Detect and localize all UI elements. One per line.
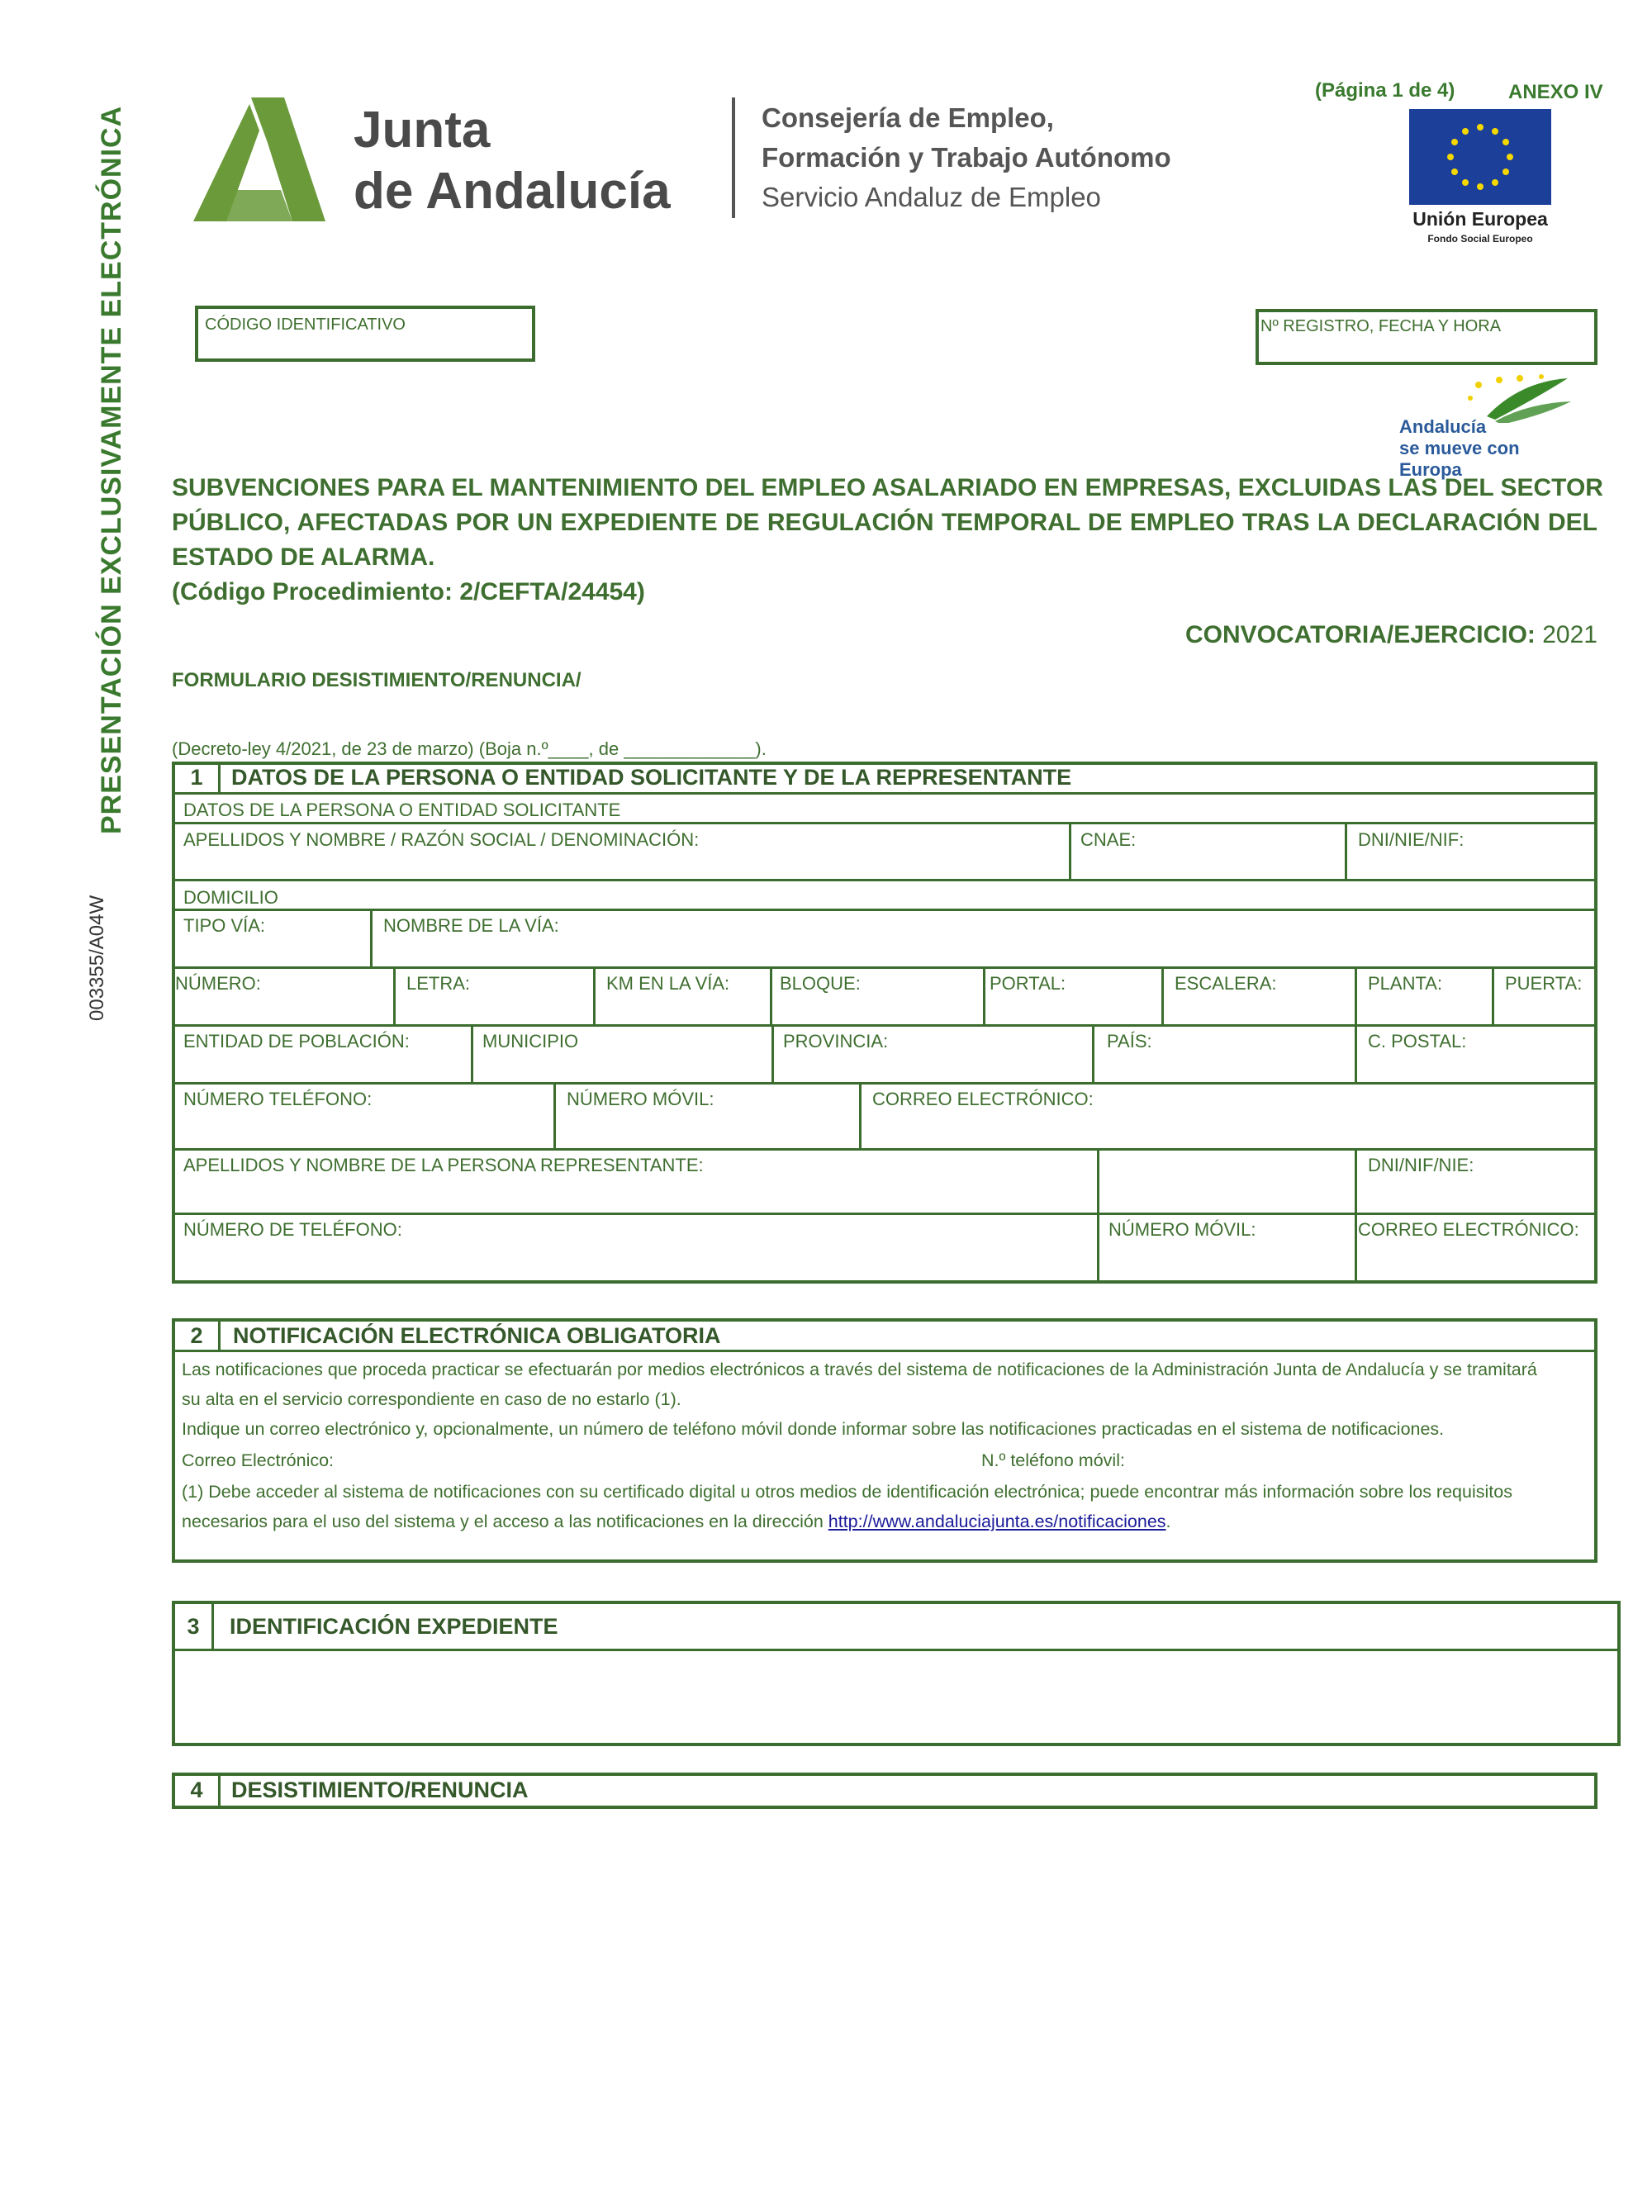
procedure-code: (Código Procedimiento: 2/CEFTA/24454) <box>172 578 645 605</box>
entidad-label: ENTIDAD DE POBLACIÓN: <box>183 1031 410 1051</box>
convocatoria-year: 2021 <box>1542 621 1597 648</box>
section2-number: 2 <box>190 1323 203 1348</box>
notif-email-field[interactable] <box>347 1447 958 1474</box>
km-label: KM EN LA VÍA: <box>606 973 730 994</box>
escalera-label: ESCALERA: <box>1175 973 1277 994</box>
provincia-field[interactable] <box>775 1028 1090 1080</box>
tipo-via-field[interactable] <box>175 912 368 965</box>
cpostal-label: C. POSTAL: <box>1368 1031 1467 1051</box>
logo-line2: de Andalucía <box>354 163 671 220</box>
puerta-label: PUERTA: <box>1505 973 1583 994</box>
section4-number: 4 <box>190 1778 203 1802</box>
page-indicator: (Página 1 de 4) <box>1315 79 1455 102</box>
correo-field[interactable] <box>862 1085 1594 1146</box>
notif-movil-field[interactable] <box>1140 1447 1586 1474</box>
portal-field[interactable] <box>986 970 1160 1023</box>
andalucia-europa-logo <box>1396 373 1578 480</box>
rep-dni-field[interactable] <box>1358 1151 1594 1213</box>
eu-label: Unión Europea <box>1412 208 1548 230</box>
municipio-field[interactable] <box>474 1028 770 1080</box>
rep-correo-field[interactable] <box>1358 1216 1594 1280</box>
logo-line1: Junta <box>354 102 491 159</box>
rep-dni-label: DNI/NIF/NIE: <box>1368 1155 1474 1175</box>
movil-label: NÚMERO MÓVIL: <box>567 1089 714 1109</box>
domicilio-label: DOMICILIO <box>183 887 278 908</box>
registro-label: Nº REGISTRO, FECHA Y HORA <box>1260 317 1502 335</box>
letra-label: LETRA: <box>406 973 471 994</box>
bloque-label: BLOQUE: <box>780 973 861 994</box>
municipio-label: MUNICIPIO <box>482 1031 579 1051</box>
annex-label: ANEXO IV <box>1508 81 1603 103</box>
notif-note-prefix: necesarios para el uso del sistema y el acceso a las notificaciones en la dirección <box>182 1512 828 1531</box>
dni-field[interactable] <box>1348 824 1594 879</box>
andalucia-line1: Andalucía <box>1399 416 1487 437</box>
notif-link[interactable]: http://www.andaluciajunta.es/notificaciones <box>828 1512 1166 1531</box>
notif-email-label: Correo Electrónico: <box>182 1450 335 1470</box>
planta-field[interactable] <box>1358 970 1490 1023</box>
title-line2: PÚBLICO, AFECTADAS POR UN EXPEDIENTE DE REGULACIÓN TEMPORAL DE EMPLEO TRAS LA DECLARACIÓN DEL <box>172 509 1597 536</box>
provincia-label: PROVINCIA: <box>783 1031 889 1051</box>
section3-title: IDENTIFICACIÓN EXPEDIENTE <box>230 1614 558 1639</box>
entidad-field[interactable] <box>175 1028 469 1080</box>
dni-label: DNI/NIE/NIF: <box>1358 829 1464 850</box>
numero-field[interactable] <box>175 970 392 1023</box>
numero-label: NÚMERO: <box>175 973 261 994</box>
section2-title: NOTIFICACIÓN ELECTRÓNICA OBLIGATORIA <box>233 1323 721 1348</box>
rep-movil-label: NÚMERO MÓVIL: <box>1108 1219 1256 1240</box>
rep-extra-field[interactable] <box>1100 1151 1353 1213</box>
notif-note-suffix: . <box>1165 1512 1171 1531</box>
solicitante-subheader: DATOS DE LA PERSONA O ENTIDAD SOLICITANTE <box>183 800 621 820</box>
km-field[interactable] <box>596 970 768 1023</box>
dept-line1: Consejería de Empleo, <box>762 102 1054 133</box>
eu-flag <box>1409 109 1551 205</box>
section1-title: DATOS DE LA PERSONA O ENTIDAD SOLICITANTE Y DE LA REPRESENTANTE <box>231 765 1072 790</box>
rep-telefono-field[interactable] <box>175 1216 1095 1280</box>
title-line3: ESTADO DE ALARMA. <box>172 544 435 571</box>
bloque-field[interactable] <box>773 970 981 1023</box>
pais-field[interactable] <box>1095 1028 1353 1080</box>
correo-label: CORREO ELECTRÓNICO: <box>872 1089 1094 1109</box>
eu-fund: Fondo Social Europeo <box>1427 233 1533 244</box>
decree: (Decreto-ley 4/2021, de 23 de marzo) (Boja n.º____, de _____________). <box>172 738 767 759</box>
nombre-via-field[interactable] <box>373 912 1594 965</box>
rep-telefono-label: NÚMERO DE TELÉFONO: <box>183 1219 402 1240</box>
form-type: FORMULARIO DESISTIMIENTO/RENUNCIA/ <box>172 669 582 691</box>
convocatoria <box>1185 621 1597 649</box>
andalucia-line2: se mueve con Europa <box>1399 438 1520 480</box>
dept-line3: Servicio Andaluz de Empleo <box>762 182 1101 212</box>
notif-note-line2 <box>182 1512 1171 1532</box>
notif-p2: Indique un correo electrónico y, opcionalmente, un número de teléfono móvil donde informar sobre las notificaciones practicadas en el sistema de notificaciones. <box>182 1419 1445 1439</box>
apellidos-field[interactable] <box>175 824 1067 879</box>
europa-swoosh-icon <box>1396 373 1578 423</box>
codigo-label: CÓDIGO IDENTIFICATIVO <box>205 316 406 334</box>
notif-movil-label: N.º teléfono móvil: <box>981 1450 1125 1470</box>
cnae-field[interactable] <box>1072 824 1343 879</box>
puerta-field[interactable] <box>1495 970 1594 1023</box>
convocatoria-label: CONVOCATORIA/EJERCICIO: <box>1184 621 1536 648</box>
rep-apellidos-label: APELLIDOS Y NOMBRE DE LA PERSONA REPRESENTANTE: <box>183 1155 704 1175</box>
cpostal-field[interactable] <box>1358 1028 1594 1080</box>
cnae-label: CNAE: <box>1080 829 1137 850</box>
apellidos-label: APELLIDOS Y NOMBRE / RAZÓN SOCIAL / DENOMINACIÓN: <box>183 829 700 850</box>
rep-movil-field[interactable] <box>1100 1216 1353 1280</box>
junta-logo <box>193 97 325 221</box>
section1-number: 1 <box>190 765 203 790</box>
expediente-field[interactable] <box>175 1652 1617 1743</box>
section3-number: 3 <box>187 1614 200 1639</box>
eu-stars-icon <box>1409 109 1551 205</box>
section4-title: DESISTIMIENTO/RENUNCIA <box>231 1778 529 1802</box>
title-line1: SUBVENCIONES PARA EL MANTENIMIENTO DEL EMPLEO ASALARIADO EN EMPRESAS, EXCLUIDAS LAS DEL SECTOR <box>172 474 1603 501</box>
rep-correo-label: CORREO ELECTRÓNICO: <box>1358 1219 1579 1240</box>
junta-logo-mark-icon <box>193 97 325 221</box>
rep-apellidos-field[interactable] <box>175 1151 1095 1213</box>
logo-divider <box>732 97 735 218</box>
movil-field[interactable] <box>557 1085 857 1146</box>
planta-label: PLANTA: <box>1368 973 1443 994</box>
notif-p1-line2: su alta en el servicio correspondiente en caso de no estarlo (1). <box>182 1389 681 1409</box>
notif-p1-line1: Las notificaciones que proceda practicar se efectuarán por medios electrónicos a través del sistema de notificaciones de la Administración Junta de Andalucía y se tramitará <box>182 1360 1537 1379</box>
escalera-field[interactable] <box>1165 970 1353 1023</box>
tipo-via-label: TIPO VÍA: <box>183 915 266 936</box>
dept-line2: Formación y Trabajo Autónomo <box>762 142 1171 173</box>
nombre-via-label: NOMBRE DE LA VÍA: <box>383 915 559 936</box>
pais-label: PAÍS: <box>1107 1031 1152 1051</box>
telefono-field[interactable] <box>175 1085 552 1146</box>
notif-note-line1: (1) Debe acceder al sistema de notificaciones con su certificado digital u otros medios de identificación electrónica; puede encontrar más información sobre los requisitos <box>182 1482 1512 1502</box>
portal-label: PORTAL: <box>990 973 1066 994</box>
form-code: 003355/A04W <box>86 895 108 1021</box>
vertical-title: PRESENTACIÓN EXCLUSIVAMENTE ELECTRÓNICA <box>96 105 127 834</box>
letra-field[interactable] <box>396 970 591 1023</box>
telefono-label: NÚMERO TELÉFONO: <box>183 1089 373 1109</box>
